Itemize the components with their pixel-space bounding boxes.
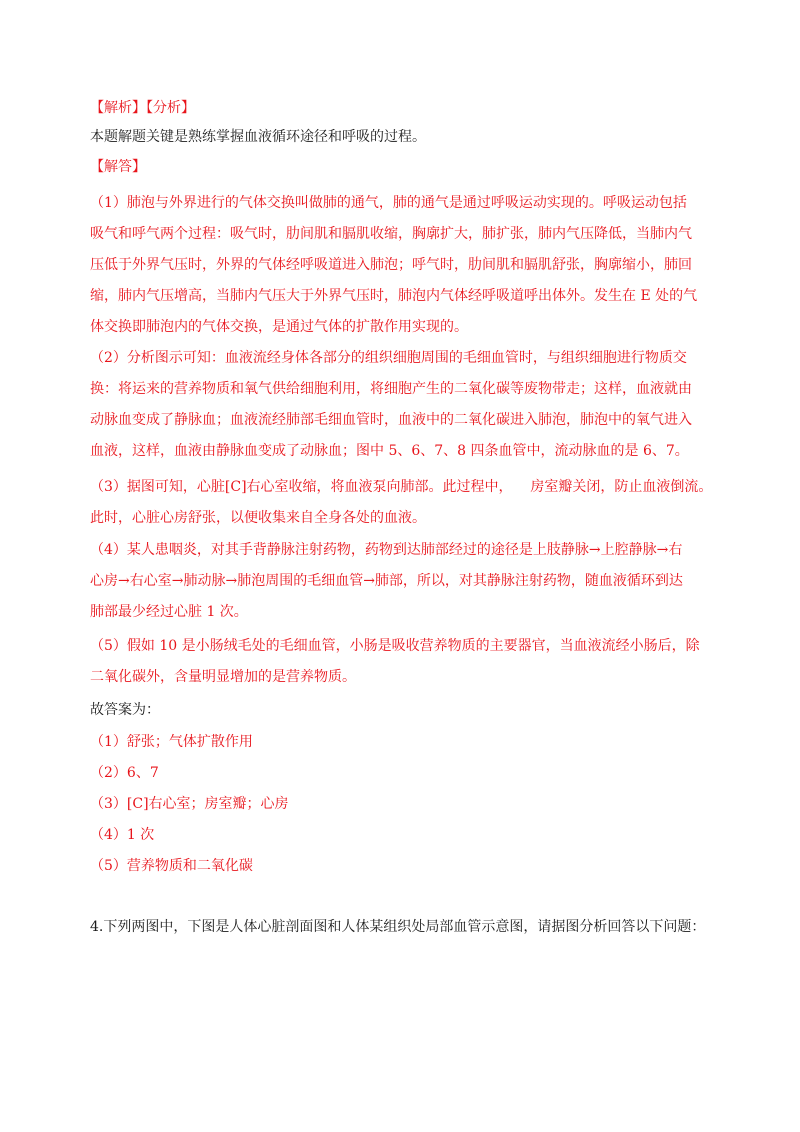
- solution-line: 体交换即肺泡内的气体交换，是通过气体的扩散作用实现的。: [90, 319, 468, 335]
- solution-line: （2）分析图示可知：血液流经身体各部分的组织细胞周围的毛细血管时，与组织细胞进行物质交: [90, 350, 687, 366]
- answer-item: （4）1 次: [90, 827, 155, 843]
- solution-line: 心房→右心室→肺动脉→肺泡周围的毛细血管→肺部，所以，对其静脉注射药物，随血液循环到达: [90, 573, 683, 589]
- solution-line: （3）据图可知，心脏[C]右心室收缩，将血液泵向肺部。此过程中， 房室瓣关闭，防止血液倒流。: [90, 479, 713, 495]
- solution-line: 二氧化碳外，含量明显增加的是营养物质。: [90, 669, 356, 685]
- answer-item: （3）[C]右心室；房室瓣；心房: [90, 796, 289, 812]
- answer-item: （2）6、7: [90, 765, 159, 781]
- solution-line: 动脉血变成了静脉血；血液流经肺部毛细血管时，血液中的二氧化碳进入肺泡，肺泡中的氧气进入: [90, 412, 692, 428]
- answer-item: （1）舒张；气体扩散作用: [90, 734, 253, 750]
- solution-line: 肺部最少经过心脏 1 次。: [90, 604, 248, 620]
- analysis-key-point: 本题解题关键是熟练掌握血液循环途径和呼吸的过程。: [90, 129, 426, 145]
- solution-line: 换：将运来的营养物质和氧气供给细胞利用，将细胞产生的二氧化碳等废物带走；这样，血液就由: [90, 381, 692, 397]
- solution-line: （1）肺泡与外界进行的气体交换叫做肺的通气，肺的通气是通过呼吸运动实现的。呼吸运动包括: [90, 195, 687, 211]
- solution-header: 【解答】: [90, 159, 146, 175]
- solution-line: 此时，心脏心房舒张，以便收集来自全身各处的血液。: [90, 510, 426, 526]
- analysis-header: 【解析】【分析】: [90, 100, 195, 116]
- answers-header: 故答案为：: [90, 702, 160, 718]
- solution-line: 缩，肺内气压增高，当肺内气压大于外界气压时，肺泡内气体经呼吸道呼出体外。发生在 E 处的气: [90, 288, 698, 304]
- solution-line: （4）某人患咽炎，对其手背静脉注射药物，药物到达肺部经过的途径是上肢静脉→上腔静脉→右: [90, 542, 683, 558]
- solution-line: 吸气和呼气两个过程：吸气时，肋间肌和膈肌收缩，胸廓扩大，肺扩张，肺内气压降低，当肺内气: [90, 226, 692, 242]
- answer-item: （5）营养物质和二氧化碳: [90, 858, 253, 874]
- solution-line: （5）假如 10 是小肠绒毛处的毛细血管，小肠是吸收营养物质的主要器官，当血液流经小肠后，除: [90, 638, 700, 654]
- solution-line: 压低于外界气压时，外界的气体经呼吸道进入肺泡；呼气时，肋间肌和膈肌舒张，胸廓缩小，肺回: [90, 257, 692, 273]
- next-question: 4.下列两图中，下图是人体心脏剖面图和人体某组织处局部血管示意图，请据图分析回答以下问题：: [90, 919, 706, 935]
- solution-line: 血液，这样，血液由静脉血变成了动脉血；图中 5、6、7、8 四条血管中，流动脉血的是 6、7。: [90, 443, 689, 459]
